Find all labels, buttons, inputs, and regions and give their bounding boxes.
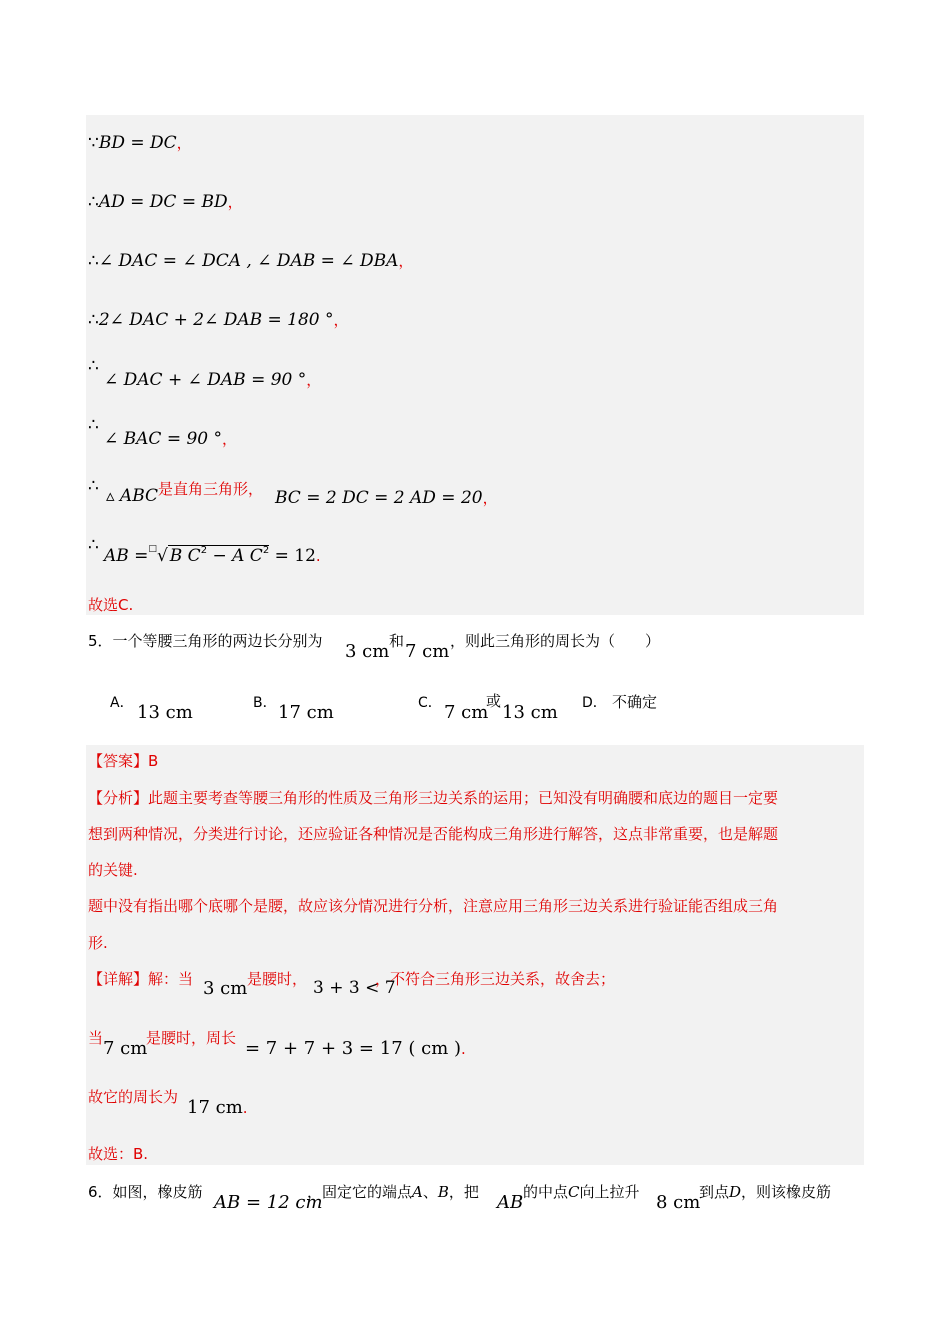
option-d-value[interactable]: 不确定	[612, 693, 658, 711]
q6-ab	[497, 1192, 523, 1213]
because-symbol: ∵	[88, 133, 99, 153]
detail-start	[88, 968, 193, 989]
q6-e: 向上拉升	[579, 1183, 640, 1201]
step-7-symbol	[88, 476, 99, 496]
conclusion-answer: C.	[118, 596, 134, 614]
radicand	[168, 545, 269, 565]
step-2-expr: AD = DC = BD	[98, 192, 228, 212]
solution-block-q4	[86, 115, 864, 615]
q6-sep: 、	[422, 1183, 438, 1201]
step-3	[88, 250, 413, 271]
detail-label: 【详解】	[88, 970, 149, 988]
step-7-text: 是直角三角形，	[158, 480, 264, 498]
option-c-or: 或	[486, 692, 502, 710]
step-8	[104, 546, 321, 566]
q6-point-d: D	[729, 1183, 742, 1201]
detail-inequality: 3 + 3 < 7	[313, 978, 396, 998]
q6-d: 的中点	[523, 1183, 569, 1201]
analysis-line-3: 的关键.	[88, 861, 138, 879]
analysis-line-1: 【分析】此题主要考查等腰三角形的性质及三角形三边关系的运用；已知没有明确腰和底边的题目一定要	[88, 789, 779, 807]
q6-b-line	[307, 1181, 479, 1202]
ac-term: A C	[232, 546, 263, 566]
step-6-expr: ∠ BAC = 90 °	[104, 429, 223, 449]
step-5-expr: ∠ DAC + ∠ DAB = 90 °	[104, 370, 307, 390]
q6-f-line	[699, 1181, 831, 1202]
therefore-symbol: ∴	[88, 476, 99, 496]
q5-stem-a: 一个等腰三角形的两边长分别为	[112, 632, 323, 650]
detail-value-1: 3 cm	[203, 978, 248, 999]
q6-expr1-text: AB = 12 cm	[214, 1192, 323, 1213]
case2-expr: = 7 + 7 + 3 = 17 ( cm )	[245, 1038, 461, 1059]
q6-d-line	[523, 1181, 640, 1202]
exponent-2: 2	[200, 545, 208, 556]
conclusion-label: 故选	[88, 596, 119, 614]
step-7-expr-line	[275, 487, 498, 508]
step-6	[104, 428, 237, 449]
step-1-expr: BD = DC	[98, 133, 177, 153]
q6-f: 到点	[699, 1183, 730, 1201]
step-1	[88, 132, 192, 153]
step-4	[88, 309, 349, 330]
step-6-symbol	[88, 415, 99, 435]
step-8-symbol	[88, 535, 99, 555]
option-b-value[interactable]: 17 cm	[278, 702, 334, 723]
q6-point-b: B	[437, 1183, 449, 1201]
q5-value-2: 7 cm	[405, 641, 450, 662]
perimeter-value: 17 cm	[187, 1097, 243, 1118]
step-3-expr: ∠ DAC = ∠ DCA , ∠ DAB = ∠ DBA	[98, 251, 399, 271]
q6-g: ，则该橡皮筋	[741, 1183, 832, 1201]
final-answer: 故选：B.	[88, 1145, 149, 1163]
detail-b: 是腰时，	[247, 970, 308, 988]
option-a-value[interactable]: 13 cm	[137, 702, 193, 723]
step-4-end: ，	[333, 311, 349, 329]
case2-expr-line	[245, 1038, 466, 1059]
minus-sign: −	[207, 546, 233, 566]
perimeter-a: 故它的周长为	[88, 1088, 179, 1106]
step-7-end: ，	[482, 489, 498, 507]
perimeter-value-line	[187, 1097, 248, 1118]
therefore-symbol: ∴	[88, 535, 99, 555]
q5-number: 5．	[88, 632, 113, 650]
analysis-line-2: 想到两种情况，分类进行讨论，还应验证各种情况是否能构成三角形进行解答，这点非常重要，也是解题	[88, 825, 779, 843]
case2-end: .	[461, 1040, 466, 1058]
q5-value-1: 3 cm	[345, 641, 390, 662]
step-3-end: ，	[398, 252, 414, 270]
q6-ab-text: AB	[497, 1192, 524, 1213]
q6-c: ，把	[448, 1183, 479, 1201]
therefore-symbol: ∴	[88, 356, 99, 376]
option-c-label[interactable]: C．	[418, 695, 442, 711]
option-c-value-a[interactable]: 7 cm	[444, 702, 489, 723]
exponent-2: 2	[262, 545, 270, 556]
q6-number: 6．	[88, 1183, 113, 1201]
step-5-symbol	[88, 356, 99, 376]
therefore-symbol: ∴	[88, 310, 99, 330]
equals-12: = 12	[269, 546, 316, 566]
option-c-value-b[interactable]: 13 cm	[502, 702, 558, 723]
therefore-symbol: ∴	[88, 415, 99, 435]
q6-point-c: C	[568, 1183, 580, 1201]
triangle-abc: ▵ ABC	[106, 486, 159, 506]
step-4-expr: 2∠ DAC + 2∠ DAB = 180 °	[98, 310, 334, 330]
perimeter-end: .	[242, 1099, 248, 1117]
case2-a: 当	[88, 1029, 104, 1047]
q6-point-a: A	[412, 1183, 423, 1201]
conclusion-q4	[88, 594, 133, 615]
detail-c: ，不符合三角形三边关系，故舍去；	[375, 970, 616, 988]
step-2	[88, 191, 243, 212]
step-7-expr: BC = 2 DC = 2 AD = 20	[275, 488, 483, 508]
q5-stem-start	[88, 630, 323, 651]
bc-term: B C	[169, 546, 201, 566]
step-6-end: ，	[222, 430, 238, 448]
step-2-end: ，	[227, 193, 243, 211]
case2-b: 是腰时，周长	[146, 1029, 237, 1047]
step-8-end: .	[315, 547, 321, 565]
q6-a: 如图，橡皮筋	[112, 1183, 203, 1201]
root-index-box: □	[148, 544, 157, 554]
radical-sign: √	[156, 546, 168, 566]
analysis-line-5: 形.	[88, 934, 108, 952]
ab-equals: AB =	[104, 546, 149, 566]
option-a-label[interactable]: A．	[110, 695, 134, 711]
step-5	[104, 369, 321, 390]
step-1-end: ，	[176, 134, 192, 152]
option-b-label[interactable]: B．	[253, 695, 277, 711]
option-d-label[interactable]: D．	[582, 695, 607, 711]
q5-and: 和	[389, 632, 405, 650]
step-7-triangle	[106, 486, 158, 506]
detail-a: 解：当	[148, 970, 194, 988]
analysis-line-4: 题中没有指出哪个底哪个是腰，故应该分情况进行分析，注意应用三角形三边关系进行验证能否组成三角	[88, 897, 779, 915]
therefore-symbol: ∴	[88, 251, 99, 271]
q6-b: ，固定它的端点	[307, 1183, 413, 1201]
therefore-symbol: ∴	[88, 192, 99, 212]
step-5-end: ，	[306, 371, 322, 389]
case2-value: 7 cm	[103, 1038, 148, 1059]
q6-value: 8 cm	[656, 1192, 701, 1213]
q5-stem-end: ，则此三角形的周长为（ ）	[450, 632, 661, 650]
answer-label: 【答案】B	[88, 752, 159, 770]
q6-start	[88, 1181, 203, 1202]
